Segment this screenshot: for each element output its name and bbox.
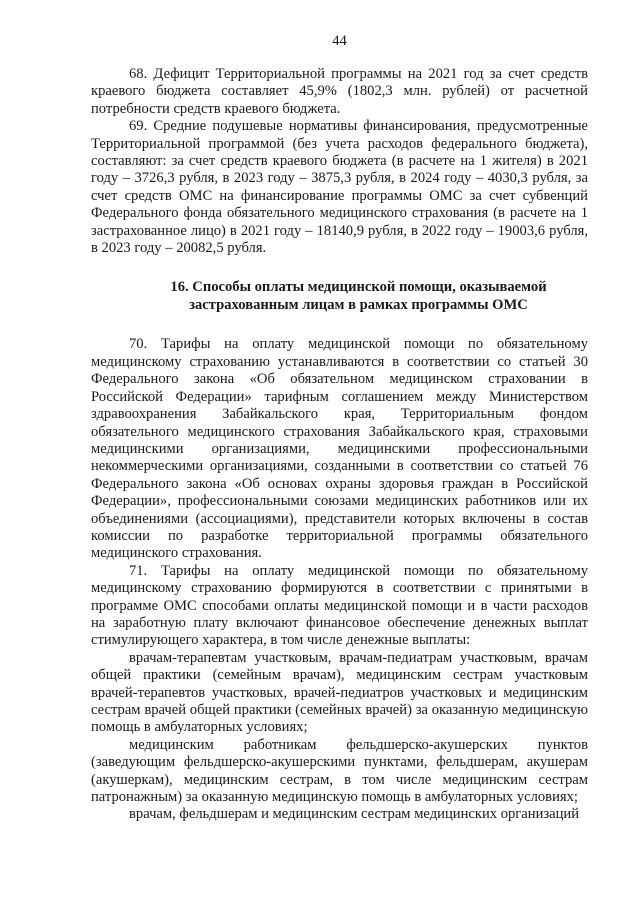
spacer: [91, 314, 588, 336]
document-body: [91, 66, 588, 824]
paragraph-list-item-2: медицинским работникам фельдшерско-акушерских пунктов (заведующим фельдшерско-акушерскими пунктами, фельдшерам, акушерам (акушеркам), медицинским сестрам, в том числе медицинским сестрам патронажным) за оказанную медицинскую помощь в амбулаторных условиях;: [91, 736, 588, 806]
paragraph-71: 71. Тарифы на оплату медицинской помощи по обязательному медицинскому страхованию формируются в соответствии с принятыми в программе ОМС способами оплаты медицинской помощи и в части расходов на заработную плату включают финансовое обеспечение денежных выплат стимулирующего характера, в том числе денежные выплаты:: [91, 562, 588, 649]
document-page: [91, 0, 588, 905]
paragraph-69: 69. Средние подушевые нормативы финансирования, предусмотренные Территориальной программой (без учета расходов федерального бюджета), составляют: за счет средств краевого бюджета (в расчете на 1 жителя) в 2021 году – 3726,3 рубля, в 2023 году – 3875,3 рубля, в 2024 году – 4030,3 рубля, за счет средств ОМС на финансирование программы ОМС за счет субвенций Федерального фонда обязательного медицинского страхования (в расчете на 1 застрахованное лицо) в 2021 году – 18140,9 рубля, в 2022 году – 19003,6 рубля, в 2023 году – 20082,5 рубля.: [91, 118, 588, 257]
paragraph-list-item-3: врачам, фельдшерам и медицинским сестрам медицинских организаций: [129, 806, 580, 823]
spacer: [91, 257, 588, 278]
page-number: 44: [332, 33, 347, 49]
section-heading: 16. Способы оплаты медицинской помощи, оказываемой застрахованным лицам в рамках программы ОМС: [170, 279, 547, 314]
paragraph-68: 68. Дефицит Территориальной программы на 2021 год за счет средств краевого бюджета составляет 45,9% (1802,3 млн. рублей) от расчетной потребности средств краевого бюджета.: [91, 66, 588, 117]
paragraph-70: 70. Тарифы на оплату медицинской помощи по обязательному медицинскому страхованию устанавливаются в соответствии со статьей 30 Федерального закона «Об обязательном медицинском страховании в Российской Федерации» тарифным соглашением между Министерством здравоохранения Забайкальского края, Территориальным фондом обязательного медицинского страхования Забайкальского края, страховыми медицинскими организациями, медицинскими профессиональными некоммерческими организациями, созданными в соответствии со статьей 76 Федерального закона «Об основах охраны здоровья граждан в Российской Федерации», профессиональными союзами медицинских работников или их объединениями (ассоциациями), представители которых включены в состав комиссии по разработке территориальной программы обязательного медицинского страхования.: [91, 336, 588, 562]
paragraph-list-item-1: врачам-терапевтам участковым, врачам-педиатрам участковым, врачам общей практики (семейным врачам), медицинским сестрам участковым врачей-терапевтов участковых, врачей-педиатров участковых и медицинским сестрам врачей общей практики (семейных врачей) за оказанную медицинскую помощь в амбулаторных условиях;: [91, 649, 588, 736]
